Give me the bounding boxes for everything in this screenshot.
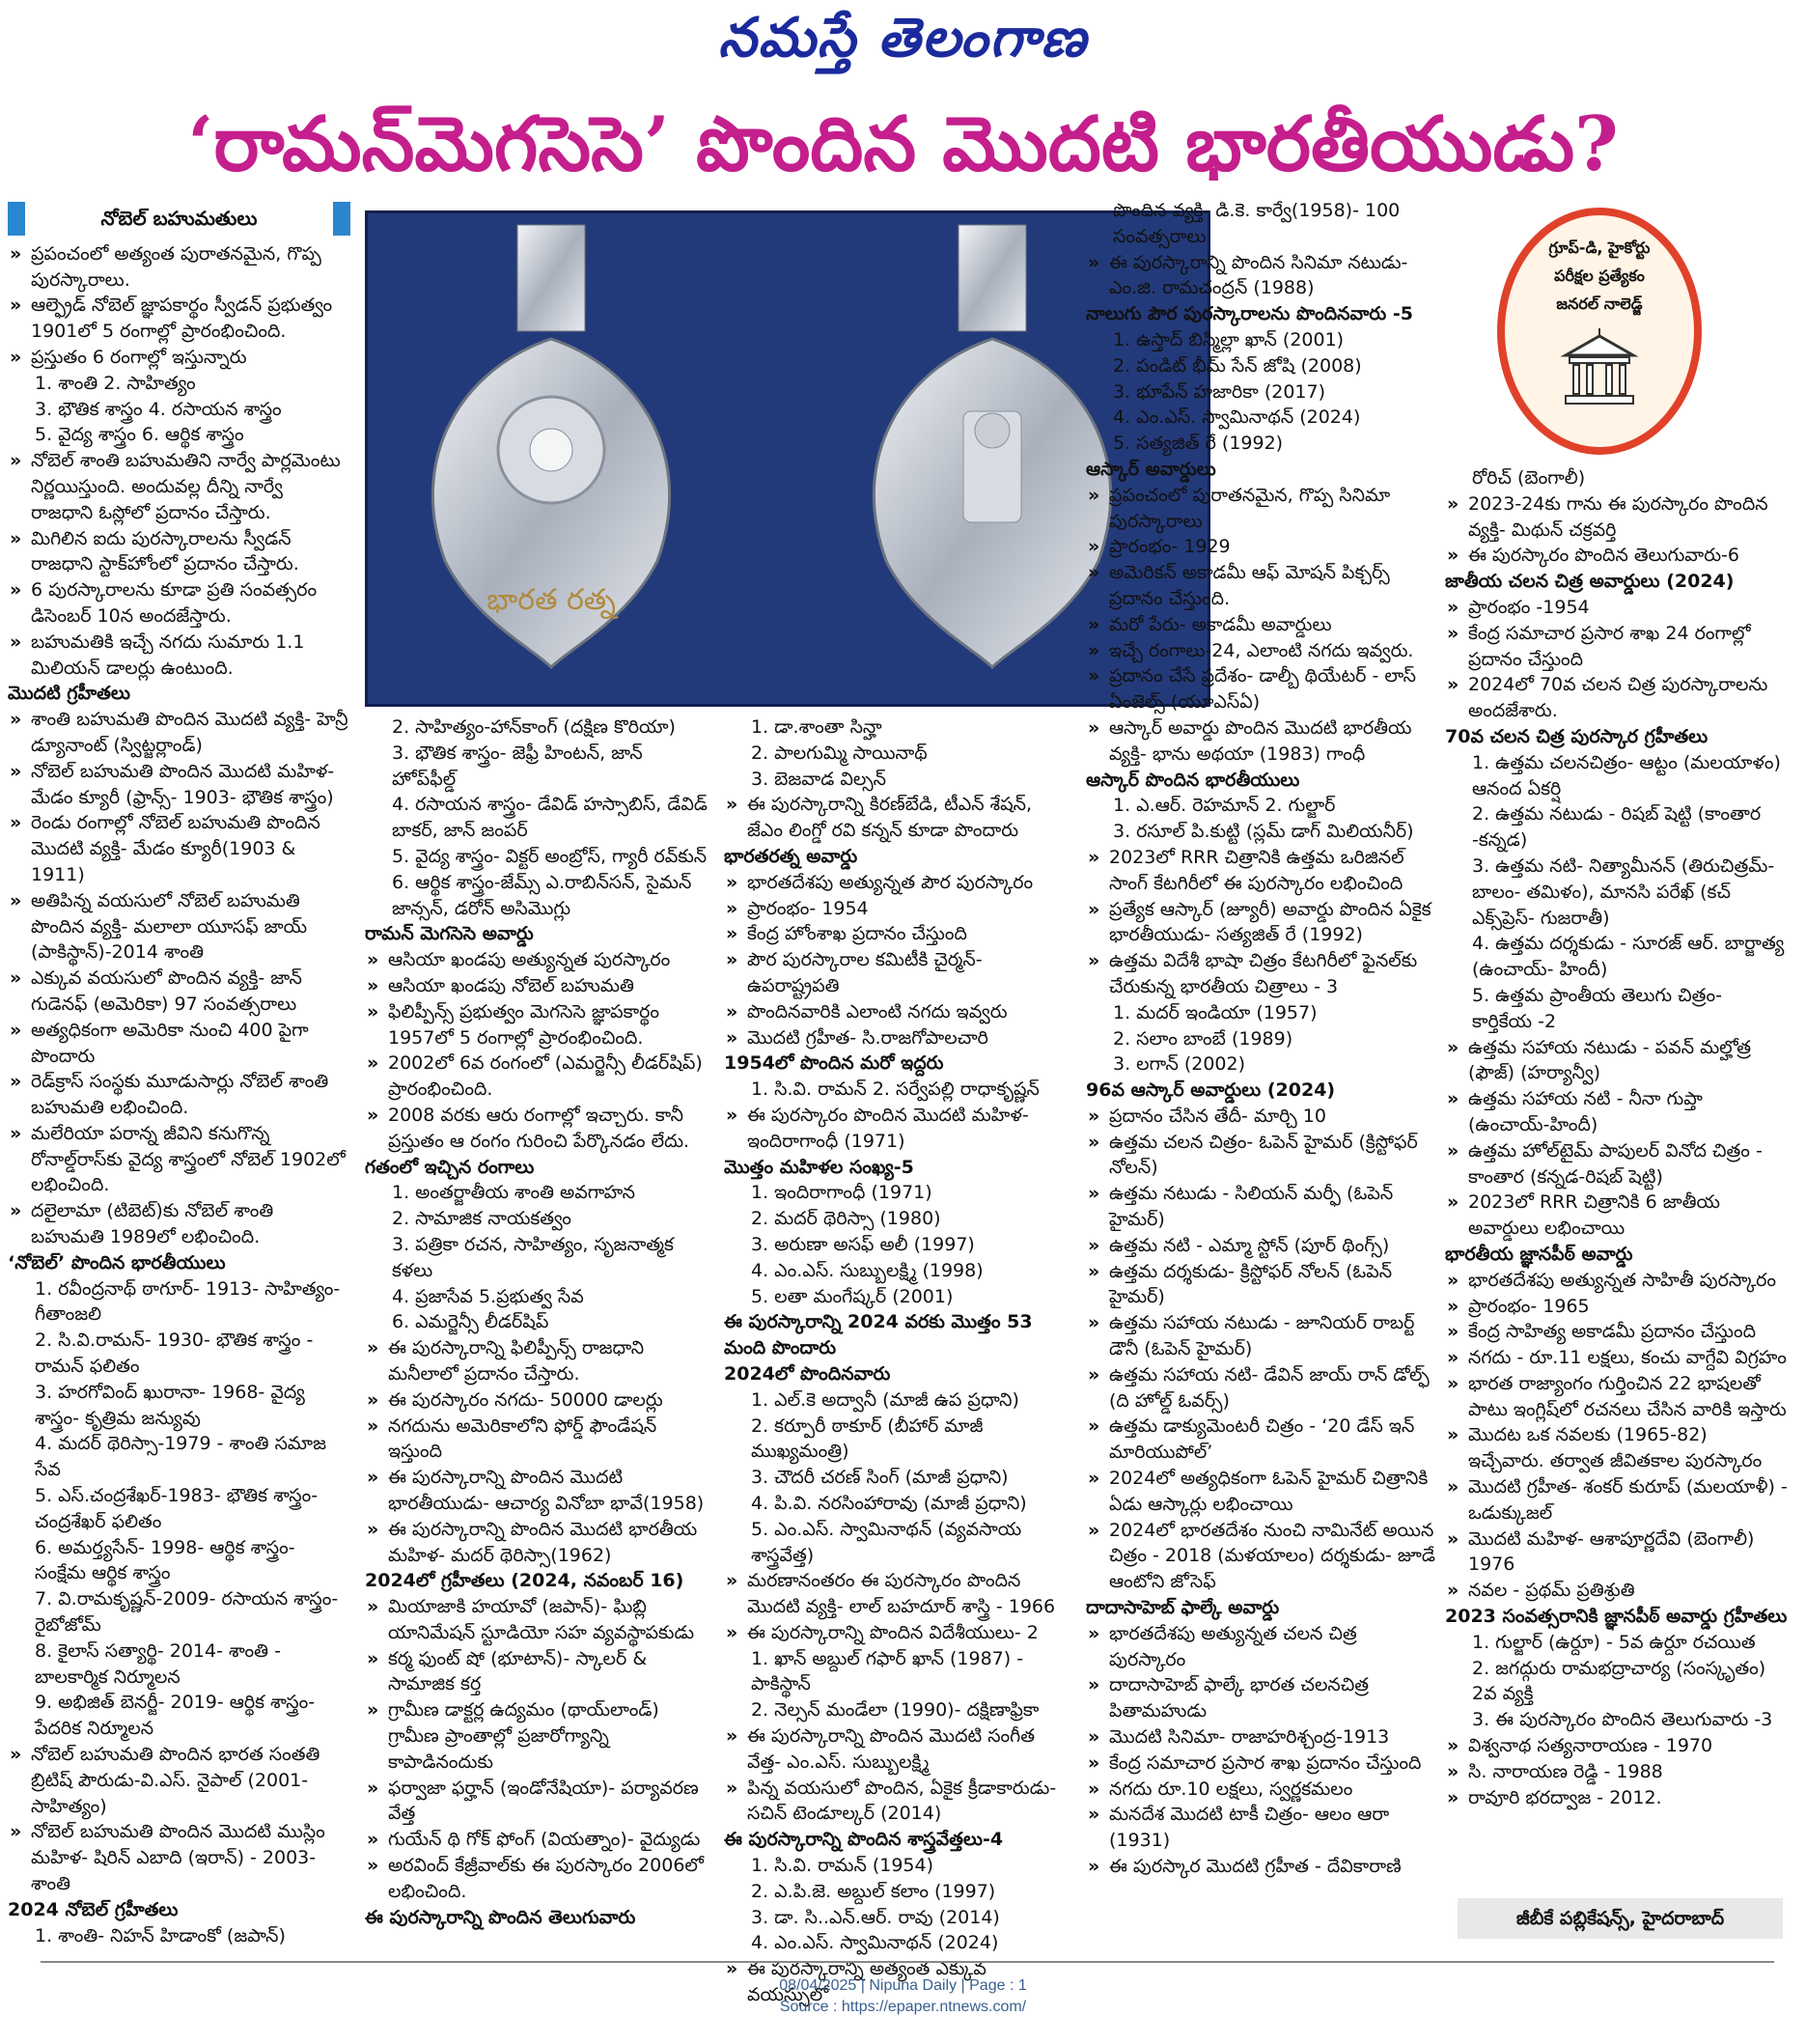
list-item: » నోబెల్ బహుమతి పొందిన భారత సంతతి బ్రిటిష్ పౌరుడు-వి.ఎస్. నైపాల్ (2001-సాహిత్యం) [8, 1742, 350, 1819]
medal-illustration [368, 213, 1202, 698]
list-item: 3. రసూల్ పి.కుట్టి (స్లమ్ డాగ్ మిలియనీర్) [1113, 821, 1414, 843]
list-item: 1. ఎ.ఆర్. రెహమాన్ 2. గుల్జార్ [1113, 795, 1336, 817]
list-item: » 2023-24కు గాను ఈ పురస్కారం పొందిన వ్యక్తి- మిథున్ చక్రవర్తి [1445, 491, 1788, 544]
list-item: » అత్యధికంగా అమెరికా నుంచి 400 పైగా పొందారు [8, 1018, 350, 1070]
list-item: » ఆస్కార్ అవార్డు పొందిన మొదటి భారతీయ వ్యక్తి- భాను అథయా (1983) గాంధీ [1086, 715, 1438, 768]
list-item: 1. ఉస్తాద్ బిస్మిల్లా ఖాన్ (2001) [1113, 328, 1345, 350]
list-item: 2. పాలగుమ్మి సాయినాథ్ [751, 742, 928, 764]
section-heading: మొదటి గ్రహీతలు [8, 683, 130, 705]
section-heading: నాలుగు పౌర పురస్కారాలను పొందినవారు -5 [1086, 303, 1413, 325]
list-item: 1. అంతర్జాతీయ శాంతి అవగాహన [392, 1182, 635, 1204]
footer-date-line: 08/04/2025 | Nipuna Daily | Page : 1 [779, 1977, 1027, 1994]
list-item: » ఉత్తమ దర్శకుడు- క్రిస్టోఫర్ నోలన్ (ఓపెన్ హైమర్) [1086, 1259, 1438, 1311]
badge-subtitle: పరీక్షల ప్రత్యేకం [1554, 266, 1645, 285]
list-item: 2. సాహిత్యం-హాన్‌కాంగ్ (దక్షిణ కొరియా) [392, 716, 676, 738]
list-item: » సి. నారాయణ రెడ్డి - 1988 [1445, 1759, 1788, 1785]
section-heading: రామన్ మెగసెసె అవార్డు [365, 923, 534, 945]
list-item: » ఉత్తమ సహాయ నటుడు - పవన్ మల్హోత్ర (ఫౌజ్) (హర్యాన్వీ) [1445, 1035, 1788, 1087]
list-item: » ఎక్కువ వయసులో పొందిన వ్యక్తి- జాన్ గుడెనఫ్ (అమెరికా) 97 సంవత్సరాలు [8, 966, 350, 1018]
list-item: » నోబెల్ బహుమతి పొందిన మొదటి ముస్లిం మహిళ- షిరిన్ ఎబాది (ఇరాన్) - 2003-శాంతి [8, 1819, 350, 1896]
column-2 [365, 714, 708, 1930]
list-item: » మిగిలిన ఐదు పురస్కారాలను స్వీడన్ రాజధాని స్టాక్‌హోంలో ప్రదానం చేస్తారు. [8, 526, 350, 578]
list-item: » ప్రదానం చేసిన తేదీ- మార్చి 10 [1086, 1104, 1438, 1130]
list-item: 3. అరుణా అసఫ్ అలీ (1997) [751, 1233, 975, 1255]
section-heading: దాదాసాహెబ్ ఫాల్కే అవార్డు [1086, 1597, 1280, 1619]
list-item: 5. ఉత్తమ ప్రాంతీయ తెలుగు చిత్రం- కార్తికేయ -2 [1472, 984, 1722, 1032]
list-item: 3. ఉత్తమ నటి- నిత్యామీనన్ (తిరుచిత్రమ్-బాలం- తమిళం), మానసి పరేఖ్ (కచ్ ఎక్స్‌ప్రెస్- గుజరాతీ) [1472, 854, 1775, 929]
list-item: » కేంద్ర సమాచార ప్రసార శాఖ ప్రదానం చేస్తుంది [1086, 1750, 1438, 1777]
list-item: » బహుమతికి ఇచ్చే నగదు సుమారు 1.1 మిలియన్ డాలర్లు ఉంటుంది. [8, 630, 350, 682]
list-item: » ఈ పురస్కార మొదటి గ్రహీత - దేవికారాణి [1086, 1854, 1438, 1880]
list-item: » ఈ పురస్కారాన్ని పొందిన మొదటి భారతీయ మహిళ- మదర్ థెరిస్సా(1962) [365, 1517, 708, 1569]
list-item: 9. అభిజిత్ బెనర్జీ- 2019- ఆర్థిక శాస్త్రం- పేదరిక నిర్మూలన [35, 1692, 316, 1740]
list-item: » దలైలామా (టిబెట్)కు నోబెల్ శాంతి బహుమతి 1989లో లభించింది. [8, 1198, 350, 1250]
section-heading: 70వ చలన చిత్ర పురస్కార గ్రహీతలు [1445, 725, 1709, 747]
list-item: » పౌర పురస్కారాల కమిటీకి చైర్మన్- ఉపరాష్ట్రపతి [724, 947, 1067, 999]
list-item: » 6 పురస్కారాలను కూడా ప్రతి సంవత్సరం డిసెంబర్ 10న అందజేస్తారు. [8, 577, 350, 630]
list-item: 4. పి.వి. నరసింహారావు (మాజీ ప్రధాని) [751, 1492, 1027, 1514]
list-item: » రెండు రంగాల్లో నోబెల్ బహుమతి పొందిన మొదటి వ్యక్తి- మేడం క్యూరీ(1903 & 1911) [8, 810, 350, 887]
list-item: 2. సలాం బాంబే (1989) [1113, 1027, 1293, 1050]
list-item: » ఈ పురస్కారాన్ని పొందిన సినిమా నటుడు- ఎం.జి. రామచంద్రన్ (1988) [1086, 250, 1438, 302]
column-5 [1445, 465, 1788, 1810]
list-item: » మొదట ఒక నవలకు (1965-82) ఇచ్చేవారు. తర్వాత జీవితకాల పురస్కారం [1445, 1422, 1788, 1474]
footer [0, 1975, 1806, 2018]
list-item: 6. ఎమర్జెన్సీ లీడర్‌షిప్ [392, 1311, 549, 1333]
section-heading: ఈ పురస్కారాన్ని పొందిన తెలుగువారు [365, 1906, 636, 1928]
section-heading: 1954లో పొందిన మరో ఇద్దరు [724, 1052, 944, 1075]
list-item: » మలేరియా పరాన్న జీవిని కనుగొన్న రోనాల్డ్‌రాస్‌కు వైద్య శాస్త్రంలో నోబెల్ 1902లో లభించింది. [8, 1121, 350, 1198]
footer-divider [41, 1961, 1774, 1963]
list-item: » ఫిలిప్పీన్స్ ప్రభుత్వం మెగసెసె జ్ఞాపకార్థం 1957లో 5 రంగాల్లో ప్రారంభించింది. [365, 999, 708, 1051]
list-item: » మియాజాకి హయావో (జపాన్)- ఘిబ్లి యానిమేషన్ స్టూడియో సహ వ్యవస్థాపకుడు [365, 1594, 708, 1646]
list-item: » ఉత్తమ విదేశీ భాషా చిత్రం కేటగిరీలో ఫైనల్‌కు చేరుకున్న భారతీయ చిత్రాలు - 3 [1086, 948, 1438, 1000]
list-item: 4. ఉత్తమ దర్శకుడు - సూరజ్ ఆర్. బార్జాత్య (ఉంచాయ్- హిందీ) [1472, 933, 1785, 981]
list-item: 1. ఎల్.కె అద్వానీ (మాజీ ఉప ప్రధాని) [751, 1388, 1019, 1411]
list-item: » 2008 వరకు ఆరు రంగాల్లో ఇచ్చారు. కానీ ప్రస్తుతం ఆ రంగం గురించి పేర్కొనడం లేదు. [365, 1103, 708, 1155]
list-item: 4. ఎం.ఎస్. సుబ్బులక్ష్మి (1998) [751, 1259, 984, 1281]
list-item: » గ్రామీణ డాక్టర్ల ఉద్యమం (థాయ్‌లాండ్) గ్రామీణ ప్రాంతాల్లో ప్రజారోగ్యాన్ని కాపాడినందుకు [365, 1697, 708, 1775]
list-item: 3. పత్రికా రచన, సాహిత్యం, సృజనాత్మక కళలు [392, 1233, 674, 1281]
list-item: 4. ఎం.ఎస్. స్వామినాథన్ (2024) [1113, 406, 1361, 429]
list-item: » మొదటి గ్రహీత- సి.రాజగోపాలచారి [724, 1025, 1067, 1051]
list-item: » నవల - ప్రథమ్ ప్రతిశ్రుతి [1445, 1578, 1788, 1604]
list-item: » ప్రస్తుతం 6 రంగాల్లో ఇస్తున్నారు [8, 345, 350, 371]
list-item: » ప్రారంభం -1954 [1445, 595, 1788, 621]
list-item: 3. డా. సి..ఎన్.ఆర్. రావు (2014) [751, 1906, 1000, 1928]
list-item: » ప్రారంభం- 1965 [1445, 1294, 1788, 1320]
list-item: » ఉత్తమ చలన చిత్రం- ఓపెన్ హైమర్ (క్రిస్టోఫర్ నోలన్) [1086, 1130, 1438, 1182]
list-item: 5. ఎస్.చంద్రశేఖర్-1983- భౌతిక శాస్త్రం- చంద్రశేఖర్ ఫలితం [35, 1485, 319, 1532]
list-item: » నోబెల్ బహుమతి పొందిన మొదటి మహిళ- మేడం క్యూరీ (ఫ్రాన్స్- 1903- భౌతిక శాస్త్రం) [8, 759, 350, 811]
list-item: » దాదాసాహెబ్ ఫాల్కే భారత చలనచిత్ర పితామహుడు [1086, 1672, 1438, 1724]
list-item: » 2023లో RRR చిత్రానికి ఉత్తమ ఒరిజినల్ సాంగ్ కేటగిరీలో ఈ పురస్కారం లభించింది [1086, 845, 1438, 897]
medal-caption: భారత రత్న [486, 583, 616, 617]
list-item: » ఈ పురస్కారాన్ని పొందిన మొదటి భారతీయుడు- ఆచార్య వినోబా భావే(1958) [365, 1465, 708, 1517]
exam-badge [1497, 208, 1702, 455]
list-item: » కేంద్ర సాహిత్య అకాడమీ ప్రదానం చేస్తుంది [1445, 1319, 1788, 1345]
list-item: 2. సామాజిక నాయకత్వం [392, 1208, 571, 1230]
list-item: 1. ఇందిరాగాంధీ (1971) [751, 1182, 932, 1204]
list-item: 3. భౌతిక శాస్త్రం 4. రసాయన శాస్త్రం [35, 398, 282, 420]
section-heading: జాతీయ చలన చిత్ర అవార్డులు (2024) [1445, 571, 1735, 593]
list-item: 5. సత్యజిత్ రే (1992) [1113, 433, 1284, 455]
list-item: » రెడ్‌క్రాస్ సంస్థకు మూడుసార్లు నోబెల్ శాంతి బహుమతి లభించింది. [8, 1069, 350, 1121]
list-item: » మరణానంతరం ఈ పురస్కారం పొందిన మొదటి వ్యక్తి- లాల్ బహదూర్ శాస్త్రి - 1966 [724, 1568, 1067, 1620]
list-item: » ఉత్తమ డాక్యుమెంటరీ చిత్రం - ‘20 డేస్ ఇన్ మారియుపోల్’ [1086, 1414, 1438, 1466]
list-item: 2. మదర్ థెరిస్సా (1980) [751, 1208, 941, 1230]
list-item: » శాంతి బహుమతి పొందిన మొదటి వ్యక్తి- హెన్రీ డ్యూనాంట్ (స్విట్జర్లాండ్) [8, 707, 350, 759]
list-item: » ప్రదానం చేసే ప్రదేశం- డాల్బీ థియేటర్ - లాస్ ఏంజెల్స్ (యూఎస్ఏ) [1086, 663, 1438, 715]
list-item: » భారతదేశపు అత్యున్నత సాహితీ పురస్కారం [1445, 1268, 1788, 1294]
list-item: 2. నెల్సన్ మండేలా (1990)- దక్షిణాఫ్రికా [751, 1699, 1040, 1722]
section-heading: ఈ పురస్కారాన్ని 2024 వరకు మొత్తం 53 మంది పొందారు [724, 1311, 1033, 1359]
badge-label: జనరల్ నాలెడ్జ్ [1556, 294, 1643, 313]
list-item: » ఉత్తమ హోల్‌టైమ్ పాపులర్ వినోద చిత్రం - కాంతార (కన్నడ-రిషబ్ షెట్టి) [1445, 1138, 1788, 1190]
list-item: » మరో పేరు- అకాడమీ అవార్డులు [1086, 612, 1438, 638]
list-item: » ఈ పురస్కారం పొందిన తెలుగువారు-6 [1445, 543, 1788, 569]
list-item: » కేంద్ర సమాచార ప్రసార శాఖ 24 రంగాల్లో ప్రదానం చేస్తుంది [1445, 621, 1788, 673]
list-item: 2. జగద్గురు రామభద్రాచార్య (సంస్కృతం) 2వ వ్యక్తి [1472, 1657, 1766, 1705]
section-title: నోబెల్ బహుమతులు [8, 202, 350, 236]
list-item: 1. డా.శాంతా సిన్హా [751, 716, 882, 738]
footer-source-line: Source : https://epaper.ntnews.com/ [779, 1999, 1027, 2015]
list-item: 4. మదర్ థెరిస్సా-1979 - శాంతి సమాజ సేవ [35, 1433, 327, 1481]
list-item: » మొదటి సినిమా- రాజాహరిశ్చంద్ర-1913 [1086, 1724, 1438, 1750]
list-item: » ప్రత్యేక ఆస్కార్ (జ్యూరీ) అవార్డు పొందిన ఏకైక భారతీయుడు- సత్యజిత్ రే (1992) [1086, 897, 1438, 949]
column-1 [8, 198, 350, 1948]
list-item: 6. ఆర్థిక శాస్త్రం-జేమ్స్ ఎ.రాబిన్‌సన్, సైమన్ జాన్సన్, డరోన్ అసిమొగ్లు [392, 871, 692, 919]
list-item: » ప్రపంచంలో అత్యంత పురాతనమైన, గొప్ప పురస్కారాలు. [8, 241, 350, 294]
list-item: 1. మదర్ ఇండియా (1957) [1113, 1001, 1318, 1023]
list-item: » కేంద్ర హోంశాఖ ప్రదానం చేస్తుంది [724, 921, 1067, 947]
list-item: 8. కైలాస్ సత్యార్థి- 2014- శాంతి - బాలకార్మిక నిర్మూలన [35, 1639, 281, 1688]
list-item: 3. హరగోవింద్ ఖురానా- 1968- వైద్య శాస్త్రం- కృత్రిమ జన్యువు [35, 1381, 305, 1429]
list-item: » మొదటి గ్రహీత- శంకర్ కురూప్ (మలయాళీ) - ఒడుక్కుజల్ [1445, 1474, 1788, 1526]
badge-title: గ్రూప్-డి, హైకోర్టు [1548, 238, 1651, 257]
list-item: 5. లతా మంగేష్కర్ (2001) [751, 1285, 954, 1307]
list-item: 1. గుల్జార్ (ఉర్దూ) - 5వ ఉర్దూ రచయిత [1472, 1631, 1756, 1653]
list-item: 2. కర్పూరీ ఠాకూర్ (బీహార్ మాజీ ముఖ్యమంత్రి) [751, 1414, 984, 1463]
list-item: 3. ఈ పురస్కారం పొందిన తెలుగువారు -3 [1472, 1709, 1773, 1731]
list-item: » ఈ పురస్కారం నగదు- 50000 డాలర్లు [365, 1387, 708, 1414]
section-heading: ‘నోబెల్’ పొందిన భారతీయులు [8, 1251, 226, 1274]
list-item: » ఈ పురస్కారాన్ని పొందిన మొదటి సంగీత వేత్త- ఎం.ఎస్. సుబ్బులక్ష్మి [724, 1723, 1067, 1776]
list-item: » 2023లో RRR చిత్రానికి 6 జాతీయ అవార్డులు లభించాయి [1445, 1190, 1788, 1242]
list-item: » అమెరికన్ అకాడమీ ఆఫ్ మోషన్ పిక్చర్స్ ప్రదానం చేస్తుంది. [1086, 560, 1438, 612]
list-item: » కర్మ ఫుంట్ షో (భూటాన్)- స్కాలర్ & సామాజిక కర్త [365, 1646, 708, 1698]
list-item: » ప్రపంచంలో పురాతనమైన, గొప్ప సినిమా పురస్కారాలు [1086, 483, 1438, 535]
list-item: 3. లగాన్ (2002) [1113, 1053, 1246, 1076]
list-item: 1. శాంతి 2. సాహిత్యం [35, 372, 196, 394]
column-4 [1086, 198, 1438, 1880]
list-item: » 2002లో 6వ రంగంలో (ఎమర్జెన్సీ లీడర్‌షిప్) ప్రారంభించింది. [365, 1050, 708, 1103]
list-item: » నగదు రూ.10 లక్షలు, స్వర్ణకమలం [1086, 1777, 1438, 1803]
list-item: 2. ఉత్తమ నటుడు - రిషబ్ షెట్టి (కాంతార -కన్నడ) [1472, 803, 1762, 852]
list-item: 2. సి.వి.రామన్- 1930- భౌతిక శాస్త్రం - రామన్ ఫలితం [35, 1330, 314, 1378]
list-item: » ప్రారంభం- 1954 [724, 896, 1067, 922]
list-item: » అరవింద్ కేజ్రీవాల్‌కు ఈ పురస్కారం 2006లో లభించింది. [365, 1853, 708, 1905]
list-item: 4. ప్రజాసేవ 5.ప్రభుత్వ సేవ [392, 1285, 584, 1307]
list-item: » ఫర్వాజా ఫర్హాన్ (ఇండోనేషియా)- పర్యావరణ వేత్త [365, 1776, 708, 1828]
list-item: » మొదటి మహిళ- ఆశాపూర్ణదేవి (బెంగాలీ) 1976 [1445, 1526, 1788, 1579]
list-item: 4. రసాయన శాస్త్రం- డేవిడ్ హస్సాబిస్, డేవిడ్ బాకర్, జాన్ జంపర్ [392, 794, 708, 842]
list-item: 3. భౌతిక శాస్త్రం- జెఫ్రీ హింటన్, జాన్ హోప్‌ఫీల్డ్ [392, 742, 643, 790]
list-item: » ఉత్తమ నటుడు - సిలియన్ మర్ఫీ (ఓపెన్ హైమర్) [1086, 1181, 1438, 1233]
list-item: » ఉత్తమ సహాయ నటి - నీనా గుప్తా (ఉంచాయ్-హిందీ) [1445, 1086, 1788, 1138]
publisher-label: జీబీకే పబ్లికేషన్స్, హైదరాబాద్ [1458, 1898, 1783, 1939]
list-item: » ఆసియా ఖండపు నోబెల్ బహుమతి [365, 973, 708, 999]
masthead: నమస్తే తెలంగాణ [718, 6, 1088, 70]
section-heading: 2024లో పొందినవారు [724, 1362, 891, 1385]
list-item: 5. వైద్య శాస్త్రం 6. ఆర్థిక శాస్త్రం [35, 424, 244, 446]
section-heading: ఆస్కార్ అవార్డులు [1086, 458, 1216, 480]
list-item: 1. సి.వి. రామన్ (1954) [751, 1855, 934, 1877]
list-item: » ఈ పురస్కారాన్ని అత్యంత ఎక్కువ వయస్సులో [724, 1956, 1067, 2008]
list-item: » పిన్న వయసులో పొందిన, ఏకైక క్రీడాకారుడు- సచిన్ టెండూల్కర్ (2014) [724, 1776, 1067, 1828]
list-item: 4. ఎం.ఎస్. స్వామినాథన్ (2024) [751, 1932, 999, 1954]
list-item: » భారతదేశపు అత్యున్నత పౌర పురస్కారం [724, 870, 1067, 896]
section-heading: 96వ ఆస్కార్ అవార్డులు (2024) [1086, 1079, 1336, 1102]
section-heading: గతంలో ఇచ్చిన రంగాలు [365, 1156, 535, 1178]
list-item: » 2024లో భారతదేశం నుంచి నామినేట్ అయిన చిత్రం - 2018 (మళయాలం) దర్శకుడు- జూడే ఆంటోని జోసెఫ్ [1086, 1518, 1438, 1595]
list-item: 5. వైద్య శాస్త్రం- విక్టర్ అంబ్రోస్, గ్యారీ రవ్‌కున్ [392, 845, 708, 867]
list-item: 2. ఎ.పి.జె. అబ్దుల్ కలాం (1997) [751, 1880, 996, 1902]
list-item: 1. సి.వి. రామన్ 2. సర్వేపల్లి రాధాకృష్ణన్ [751, 1078, 1040, 1101]
list-item: » ఆల్ఫ్రెడ్ నోబెల్ జ్ఞాపకార్థం స్వీడన్ ప్రభుత్వం 1901లో 5 రంగాల్లో ప్రారంభించింది. [8, 293, 350, 345]
list-item: 2. పండిట్ భీమ్ సేన్ జోషి (2008) [1113, 354, 1362, 377]
list-item: » మనదేశ మొదటి టాకీ చిత్రం- ఆలం ఆరా (1931) [1086, 1802, 1438, 1854]
list-item: » ఈ పురస్కారాన్ని ఫిలిప్పీన్స్ రాజధాని మనీలాలో ప్రదానం చేస్తారు. [365, 1335, 708, 1387]
headline: ‘రామన్‌మెగసెసె’ పొందిన మొదటి భారతీయుడు? [187, 100, 1619, 188]
bharat-ratna-medal-image [365, 210, 1210, 707]
list-item: » గుయేన్ థి గోక్ ఫోంగ్ (వియత్నాం)- వైద్యుడు [365, 1827, 708, 1853]
list-item: 5. ఎం.ఎస్. స్వామినాథన్ (వ్యవసాయ శాస్త్రవేత్త) [751, 1518, 1022, 1566]
list-item: 1. శాంతి- నిహన్ హిడాంకో (జపాన్) [35, 1924, 286, 1946]
section-heading: 2024లో గ్రహీతలు (2024, నవంబర్ 16) [365, 1570, 684, 1592]
list-item: » ఆసియా ఖండపు అత్యున్నత పురస్కారం [365, 947, 708, 973]
list-item: » ఉత్తమ సహాయ నటి- డేవిన్ జాయ్ రాన్ డోల్ఫ్ (ది హోల్డ్ ఓవర్స్) [1086, 1362, 1438, 1414]
list-item: » ఇచ్చే రంగాలు-24, ఎలాంటి నగదు ఇవ్వరు. [1086, 638, 1438, 664]
list-item: » అతిపిన్న వయసులో నోబెల్ బహుమతి పొందిన వ్యక్తి- మలాలా యూసఫ్ జాయ్ (పాకిస్థాన్)-2014 శాంతి [8, 888, 350, 966]
list-item: రోరిచ్ (బెంగాలీ) [1472, 467, 1586, 489]
list-item: » ఈ పురస్కారం పొందిన మొదటి మహిళ- ఇందిరాగాంధీ (1971) [724, 1103, 1067, 1155]
list-item: » భారత రాజ్యాంగం గుర్తించిన 22 భాషలతో పాటు ఇంగ్లిష్‌లో రచనలు చేసిన వారికి ఇస్తారు [1445, 1371, 1788, 1423]
list-item: 6. అమర్త్యసేన్- 1998- ఆర్థిక శాస్త్రం- సంక్షేమ ఆర్థిక శాస్త్రం [35, 1536, 295, 1584]
section-heading: ఈ పురస్కారాన్ని పొందిన శాస్త్రవేత్తలు-4 [724, 1829, 1004, 1851]
list-item: 7. వి.రామకృష్ణన్-2009- రసాయన శాస్త్రం- రైబోజోమ్ [35, 1588, 339, 1637]
list-item: » ఉత్తమ సహాయ నటుడు - జూనియర్ రాబర్ట్ డౌనీ (ఓపెన్ హైమర్) [1086, 1310, 1438, 1362]
section-heading: భారతరత్న అవార్డు [724, 845, 858, 867]
list-item: » 2024లో 70వ చలన చిత్ర పురస్కారాలను అందజేశారు. [1445, 672, 1788, 724]
list-item: » పొందినవారికి ఎలాంటి నగదు ఇవ్వరు [724, 999, 1067, 1025]
building-icon [1505, 326, 1694, 417]
list-item: 3. భూపేన్ హజారికా (2017) [1113, 380, 1325, 403]
list-item: » భారతదేశపు అత్యున్నత చలన చిత్ర పురస్కారం [1086, 1621, 1438, 1673]
section-heading: ఆస్కార్ పొందిన భారతీయులు [1086, 769, 1300, 791]
list-item: » ఈ పురస్కారాన్ని కిరణ్‌బేడి, టీఎన్ శేషన్, జేఎం లింగ్డో రవి కన్నన్ కూడా పొందారు [724, 792, 1067, 844]
list-item: 1. రవీంద్రనాథ్ ఠాగూర్- 1913- సాహిత్యం- గీతాంజలి [35, 1277, 341, 1326]
list-item: » ఉత్తమ నటి - ఎమ్మా స్టోన్ (పూర్ థింగ్స్) [1086, 1233, 1438, 1259]
list-item: » నగదు - రూ.11 లక్షలు, కంచు వాగ్దేవి విగ్రహం [1445, 1345, 1788, 1371]
list-item: » నగదును అమెరికాలోని ఫోర్డ్ ఫౌండేషన్ ఇస్తుంది [365, 1414, 708, 1466]
list-item: » 2024లో అత్యధికంగా ఓపెన్ హైమర్ చిత్రానికి ఏడు ఆస్కార్లు లభించాయి [1086, 1466, 1438, 1518]
section-heading: మొత్తం మహిళల సంఖ్య-5 [724, 1156, 914, 1178]
list-item: 3. చౌదరీ చరణ్ సింగ్ (మాజీ ప్రధాని) [751, 1467, 1009, 1489]
list-item: » ఈ పురస్కారాన్ని పొందిన విదేశీయులు- 2 [724, 1620, 1067, 1646]
list-item: 1. ఉత్తమ చలనచిత్రం- ఆట్టం (మలయాళం) ఆనంద ఏకర్షి [1472, 751, 1781, 799]
section-heading: భారతీయ జ్ఞానపీఠ్ అవార్డు [1445, 1243, 1633, 1265]
list-item: » నోబెల్ శాంతి బహుమతిని నార్వే పార్లమెంటు నిర్ణయిస్తుంది. అందువల్ల దీన్ని నార్వే రాజధాని ఓస్లోలో ప్రదానం చేస్తారు. [8, 448, 350, 525]
column-3 [724, 714, 1067, 2008]
section-heading: 2024 నోబెల్ గ్రహీతలు [8, 1898, 179, 1920]
list-item: 1. ఖాన్ అబ్దుల్ గఫార్ ఖాన్ (1987) - పాకిస్థాన్ [751, 1647, 1024, 1695]
list-item: » ప్రారంభం- 1929 [1086, 534, 1438, 560]
list-item: » విశ్వనాథ సత్యనారాయణ - 1970 [1445, 1733, 1788, 1759]
section-heading: 2023 సంవత్సరానికి జ్ఞానపీఠ్ అవార్డు గ్రహీతలు [1445, 1606, 1788, 1628]
list-item: 3. బెజవాడ విల్సన్ [751, 768, 886, 790]
list-item: పొందిన వ్యక్తి- డి.కె. కార్వే(1958)- 100 సంవత్సరాలు [1113, 200, 1401, 247]
list-item: » రావూరి భరద్వాజ - 2012. [1445, 1785, 1788, 1811]
